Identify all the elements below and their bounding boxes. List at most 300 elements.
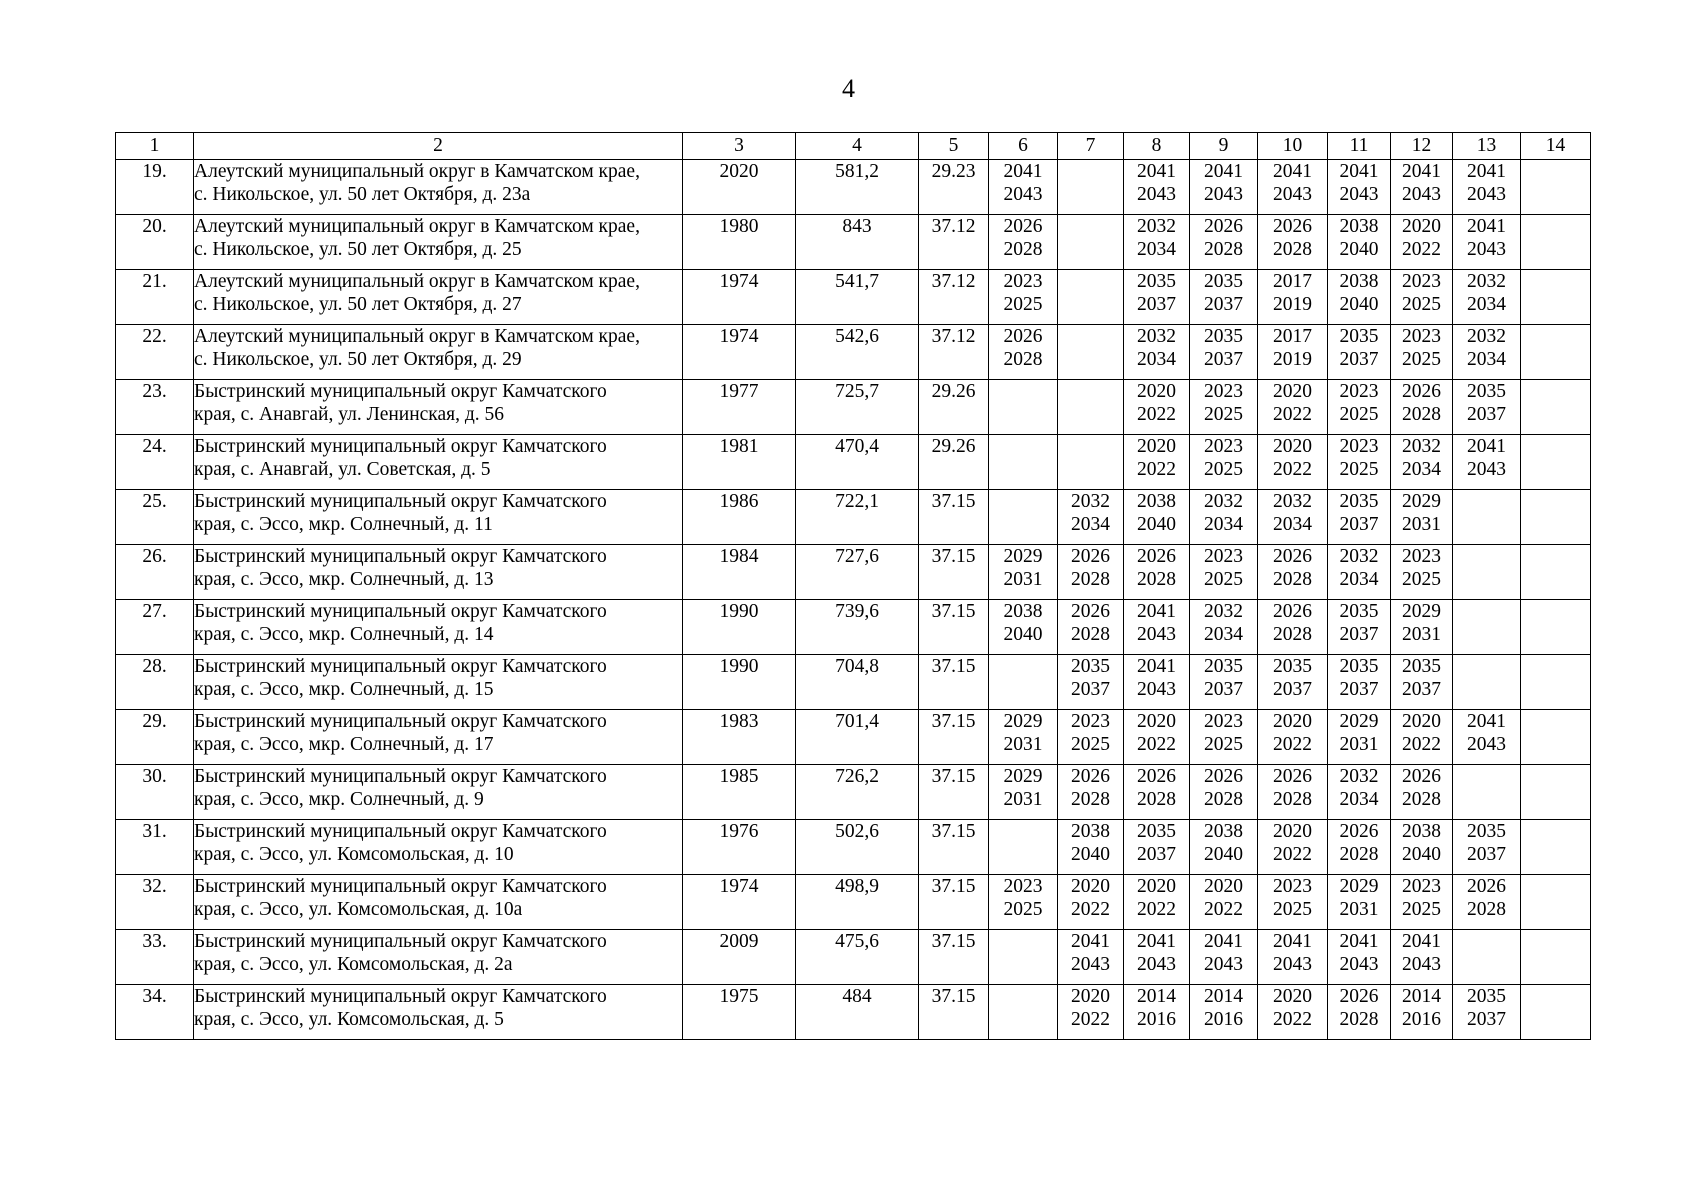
code-cell: 37.15 xyxy=(919,930,989,985)
period-end-year: 2043 xyxy=(1467,459,1506,480)
period-cell-col-7 xyxy=(1058,710,1124,765)
schedule-table xyxy=(115,132,1591,1040)
period-cell-col-13 xyxy=(1453,215,1521,270)
area-cell: 739,6 xyxy=(796,600,919,655)
address-line-1: Быстринский муниципальный округ Камчатского xyxy=(194,656,607,677)
code-cell: 37.15 xyxy=(919,600,989,655)
period-end-year: 2028 xyxy=(1003,349,1043,370)
period-start-year: 2035 xyxy=(1204,326,1243,347)
period-cell-col-11 xyxy=(1328,765,1391,820)
period-end-year: 2022 xyxy=(1402,734,1441,755)
period-end-year: 2022 xyxy=(1137,404,1176,425)
period-cell-col-9 xyxy=(1190,655,1258,710)
period-cell-col-7 xyxy=(1058,930,1124,985)
period-start-year: 2023 xyxy=(1204,381,1243,402)
address-line-2: края, с. Анавгай, ул. Советская, д. 5 xyxy=(194,459,491,480)
period-cell-col-7 xyxy=(1058,820,1124,875)
period-end-year: 2037 xyxy=(1204,349,1243,370)
period-start-year: 2041 xyxy=(1003,161,1043,182)
address-line-1: Алеутский муниципальный округ в Камчатском крае, xyxy=(194,271,640,292)
area-cell: 581,2 xyxy=(796,160,919,215)
period-end-year: 2028 xyxy=(1204,239,1243,260)
period-start-year: 2035 xyxy=(1467,986,1506,1007)
period-start-year: 2020 xyxy=(1273,711,1312,732)
period-start-year: 2032 xyxy=(1339,546,1379,567)
period-end-year: 2028 xyxy=(1402,404,1441,425)
period-start-year: 2026 xyxy=(1071,601,1110,622)
period-cell-col-6 xyxy=(989,545,1058,600)
period-start-year: 2020 xyxy=(1273,986,1312,1007)
column-header-6: 6 xyxy=(989,133,1058,160)
address-line-2: края, с. Эссо, ул. Комсомольская, д. 5 xyxy=(194,1009,504,1030)
period-cell-col-12 xyxy=(1391,435,1453,490)
period-cell-col-8 xyxy=(1124,545,1190,600)
address-cell xyxy=(194,215,683,270)
period-cell-col-6 xyxy=(989,380,1058,435)
period-end-year: 2031 xyxy=(1003,569,1043,590)
period-start-year: 2023 xyxy=(1402,271,1441,292)
period-cell-col-6 xyxy=(989,655,1058,710)
period-cell-col-11 xyxy=(1328,820,1391,875)
period-cell-col-7 xyxy=(1058,875,1124,930)
period-cell-col-7 xyxy=(1058,215,1124,270)
period-start-year: 2032 xyxy=(1204,601,1243,622)
period-cell-col-9 xyxy=(1190,490,1258,545)
period-cell-col-10 xyxy=(1258,930,1328,985)
address-line-2: края, с. Эссо, мкр. Солнечный, д. 14 xyxy=(194,624,494,645)
row-number: 26. xyxy=(116,545,194,600)
table-row xyxy=(116,930,1591,985)
period-cell-col-14 xyxy=(1521,655,1591,710)
period-start-year: 2026 xyxy=(1339,821,1379,842)
period-start-year: 2020 xyxy=(1273,821,1312,842)
period-start-year: 2026 xyxy=(1071,766,1110,787)
period-cell-col-8 xyxy=(1124,160,1190,215)
period-start-year: 2014 xyxy=(1402,986,1441,1007)
period-start-year: 2041 xyxy=(1339,161,1379,182)
period-end-year: 2022 xyxy=(1071,1009,1110,1030)
period-start-year: 2026 xyxy=(1137,766,1176,787)
period-end-year: 2031 xyxy=(1339,899,1379,920)
period-start-year: 2041 xyxy=(1137,931,1176,952)
period-end-year: 2037 xyxy=(1204,294,1243,315)
period-cell-col-10 xyxy=(1258,710,1328,765)
period-cell-col-9 xyxy=(1190,820,1258,875)
period-start-year: 2041 xyxy=(1402,161,1441,182)
address-cell xyxy=(194,380,683,435)
row-number: 32. xyxy=(116,875,194,930)
table-body xyxy=(116,133,1591,1040)
address-cell xyxy=(194,820,683,875)
period-end-year: 2025 xyxy=(1204,404,1243,425)
period-start-year: 2020 xyxy=(1071,876,1110,897)
period-start-year: 2032 xyxy=(1137,216,1176,237)
period-cell-col-13 xyxy=(1453,325,1521,380)
table-row xyxy=(116,820,1591,875)
period-start-year: 2035 xyxy=(1273,656,1312,677)
address-line-2: края, с. Эссо, мкр. Солнечный, д. 11 xyxy=(194,514,493,535)
period-cell-col-9 xyxy=(1190,710,1258,765)
period-cell-col-9 xyxy=(1190,160,1258,215)
period-end-year: 2028 xyxy=(1137,789,1176,810)
period-start-year: 2026 xyxy=(1071,546,1110,567)
period-cell-col-12 xyxy=(1391,875,1453,930)
table-row xyxy=(116,380,1591,435)
address-line-1: Быстринский муниципальный округ Камчатского xyxy=(194,931,607,952)
period-cell-col-8 xyxy=(1124,325,1190,380)
period-cell-col-12 xyxy=(1391,380,1453,435)
period-end-year: 2034 xyxy=(1137,349,1176,370)
build-year-cell: 1980 xyxy=(683,215,796,270)
period-cell-col-14 xyxy=(1521,600,1591,655)
period-start-year: 2023 xyxy=(1204,546,1243,567)
row-number: 19. xyxy=(116,160,194,215)
address-line-1: Быстринский муниципальный округ Камчатского xyxy=(194,711,607,732)
period-start-year: 2032 xyxy=(1467,271,1506,292)
period-end-year: 2028 xyxy=(1273,239,1312,260)
address-line-1: Быстринский муниципальный округ Камчатского xyxy=(194,766,607,787)
period-cell-col-14 xyxy=(1521,930,1591,985)
table-row xyxy=(116,710,1591,765)
period-end-year: 2037 xyxy=(1402,679,1441,700)
period-cell-col-8 xyxy=(1124,875,1190,930)
period-cell-col-12 xyxy=(1391,930,1453,985)
address-cell xyxy=(194,985,683,1040)
period-end-year: 2037 xyxy=(1339,624,1379,645)
period-start-year: 2023 xyxy=(1003,271,1043,292)
period-start-year: 2023 xyxy=(1402,876,1441,897)
period-end-year: 2034 xyxy=(1137,239,1176,260)
column-header-3: 3 xyxy=(683,133,796,160)
period-end-year: 2037 xyxy=(1467,404,1506,425)
period-cell-col-14 xyxy=(1521,710,1591,765)
period-start-year: 2023 xyxy=(1204,711,1243,732)
period-start-year: 2038 xyxy=(1204,821,1243,842)
period-end-year: 2031 xyxy=(1003,789,1043,810)
period-end-year: 2025 xyxy=(1204,734,1243,755)
period-end-year: 2028 xyxy=(1137,569,1176,590)
period-end-year: 2022 xyxy=(1137,734,1176,755)
address-line-2: с. Никольское, ул. 50 лет Октября, д. 23а xyxy=(194,184,531,205)
code-cell: 37.15 xyxy=(919,875,989,930)
period-end-year: 2034 xyxy=(1204,514,1243,535)
period-end-year: 2034 xyxy=(1339,789,1379,810)
period-start-year: 2038 xyxy=(1137,491,1176,512)
period-start-year: 2029 xyxy=(1003,711,1043,732)
period-cell-col-10 xyxy=(1258,985,1328,1040)
period-cell-col-9 xyxy=(1190,270,1258,325)
period-start-year: 2026 xyxy=(1003,326,1043,347)
period-cell-col-11 xyxy=(1328,875,1391,930)
period-cell-col-13 xyxy=(1453,490,1521,545)
period-end-year: 2043 xyxy=(1204,184,1243,205)
period-cell-col-8 xyxy=(1124,380,1190,435)
period-start-year: 2026 xyxy=(1204,216,1243,237)
code-cell: 29.23 xyxy=(919,160,989,215)
period-cell-col-13 xyxy=(1453,710,1521,765)
period-end-year: 2028 xyxy=(1071,569,1110,590)
period-cell-col-12 xyxy=(1391,215,1453,270)
address-cell xyxy=(194,765,683,820)
period-cell-col-6 xyxy=(989,600,1058,655)
period-cell-col-12 xyxy=(1391,765,1453,820)
address-cell xyxy=(194,325,683,380)
table-row xyxy=(116,655,1591,710)
period-cell-col-12 xyxy=(1391,710,1453,765)
period-end-year: 2043 xyxy=(1273,954,1312,975)
period-cell-col-10 xyxy=(1258,160,1328,215)
page-number: 4 xyxy=(842,74,855,103)
area-cell: 542,6 xyxy=(796,325,919,380)
period-cell-col-11 xyxy=(1328,435,1391,490)
period-cell-col-7 xyxy=(1058,435,1124,490)
period-end-year: 2025 xyxy=(1402,899,1441,920)
period-start-year: 2035 xyxy=(1339,491,1379,512)
period-start-year: 2041 xyxy=(1402,931,1441,952)
period-start-year: 2020 xyxy=(1204,876,1243,897)
address-cell xyxy=(194,435,683,490)
period-start-year: 2026 xyxy=(1402,381,1441,402)
period-cell-col-11 xyxy=(1328,490,1391,545)
period-cell-col-13 xyxy=(1453,930,1521,985)
build-year-cell: 1983 xyxy=(683,710,796,765)
period-cell-col-13 xyxy=(1453,875,1521,930)
period-start-year: 2041 xyxy=(1467,711,1506,732)
period-start-year: 2023 xyxy=(1204,436,1243,457)
period-cell-col-11 xyxy=(1328,930,1391,985)
period-start-year: 2026 xyxy=(1273,766,1312,787)
period-end-year: 2025 xyxy=(1273,899,1312,920)
period-end-year: 2028 xyxy=(1071,624,1110,645)
period-end-year: 2037 xyxy=(1273,679,1312,700)
period-start-year: 2020 xyxy=(1137,711,1176,732)
period-end-year: 2022 xyxy=(1273,844,1312,865)
area-cell: 725,7 xyxy=(796,380,919,435)
period-end-year: 2028 xyxy=(1204,789,1243,810)
area-cell: 470,4 xyxy=(796,435,919,490)
period-start-year: 2026 xyxy=(1137,546,1176,567)
row-number: 30. xyxy=(116,765,194,820)
table-row xyxy=(116,215,1591,270)
period-start-year: 2035 xyxy=(1137,271,1176,292)
period-cell-col-13 xyxy=(1453,270,1521,325)
build-year-cell: 2020 xyxy=(683,160,796,215)
build-year-cell: 1985 xyxy=(683,765,796,820)
period-end-year: 2022 xyxy=(1273,404,1312,425)
period-end-year: 2025 xyxy=(1402,349,1441,370)
period-cell-col-9 xyxy=(1190,435,1258,490)
period-start-year: 2017 xyxy=(1273,326,1312,347)
period-start-year: 2041 xyxy=(1137,161,1176,182)
period-end-year: 2028 xyxy=(1339,1009,1379,1030)
row-number: 24. xyxy=(116,435,194,490)
period-start-year: 2026 xyxy=(1467,876,1506,897)
address-line-2: края, с. Эссо, ул. Комсомольская, д. 10 xyxy=(194,844,514,865)
table-row xyxy=(116,270,1591,325)
row-number: 20. xyxy=(116,215,194,270)
period-end-year: 2043 xyxy=(1137,679,1176,700)
period-cell-col-14 xyxy=(1521,820,1591,875)
period-cell-col-8 xyxy=(1124,985,1190,1040)
column-header-1: 1 xyxy=(116,133,194,160)
period-end-year: 2037 xyxy=(1467,844,1506,865)
period-cell-col-7 xyxy=(1058,765,1124,820)
table-row xyxy=(116,985,1591,1040)
period-end-year: 2043 xyxy=(1339,954,1379,975)
period-start-year: 2035 xyxy=(1339,656,1379,677)
period-end-year: 2040 xyxy=(1071,844,1110,865)
period-cell-col-14 xyxy=(1521,215,1591,270)
period-cell-col-8 xyxy=(1124,490,1190,545)
address-line-1: Быстринский муниципальный округ Камчатского xyxy=(194,381,607,402)
code-cell: 37.15 xyxy=(919,985,989,1040)
period-end-year: 2040 xyxy=(1339,294,1379,315)
period-start-year: 2041 xyxy=(1273,161,1312,182)
period-start-year: 2035 xyxy=(1467,381,1506,402)
period-cell-col-10 xyxy=(1258,875,1328,930)
address-cell xyxy=(194,600,683,655)
column-header-4: 4 xyxy=(796,133,919,160)
period-end-year: 2043 xyxy=(1467,734,1506,755)
period-end-year: 2043 xyxy=(1137,624,1176,645)
period-cell-col-12 xyxy=(1391,490,1453,545)
period-cell-col-12 xyxy=(1391,160,1453,215)
period-start-year: 2032 xyxy=(1339,766,1379,787)
period-cell-col-13 xyxy=(1453,600,1521,655)
period-cell-col-14 xyxy=(1521,435,1591,490)
row-number: 22. xyxy=(116,325,194,380)
period-end-year: 2025 xyxy=(1003,899,1043,920)
period-cell-col-14 xyxy=(1521,765,1591,820)
period-start-year: 2041 xyxy=(1137,656,1176,677)
period-end-year: 2034 xyxy=(1273,514,1312,535)
build-year-cell: 1974 xyxy=(683,325,796,380)
address-line-1: Быстринский муниципальный округ Камчатского xyxy=(194,601,607,622)
period-end-year: 2037 xyxy=(1137,844,1176,865)
period-start-year: 2023 xyxy=(1339,381,1379,402)
period-end-year: 2043 xyxy=(1137,184,1176,205)
period-cell-col-10 xyxy=(1258,215,1328,270)
period-start-year: 2017 xyxy=(1273,271,1312,292)
table-row xyxy=(116,600,1591,655)
period-end-year: 2028 xyxy=(1071,789,1110,810)
period-cell-col-8 xyxy=(1124,270,1190,325)
period-cell-col-11 xyxy=(1328,270,1391,325)
period-cell-col-10 xyxy=(1258,270,1328,325)
address-line-1: Быстринский муниципальный округ Камчатского xyxy=(194,436,607,457)
period-cell-col-13 xyxy=(1453,160,1521,215)
period-start-year: 2026 xyxy=(1402,766,1441,787)
period-end-year: 2031 xyxy=(1402,624,1441,645)
period-end-year: 2025 xyxy=(1204,459,1243,480)
build-year-cell: 1986 xyxy=(683,490,796,545)
address-cell xyxy=(194,655,683,710)
period-cell-col-6 xyxy=(989,325,1058,380)
period-end-year: 2028 xyxy=(1467,899,1506,920)
period-start-year: 2020 xyxy=(1137,876,1176,897)
period-start-year: 2035 xyxy=(1071,656,1110,677)
period-start-year: 2035 xyxy=(1204,656,1243,677)
period-cell-col-10 xyxy=(1258,545,1328,600)
column-header-9: 9 xyxy=(1190,133,1258,160)
period-start-year: 2032 xyxy=(1402,436,1441,457)
period-end-year: 2031 xyxy=(1402,514,1441,535)
table-row xyxy=(116,545,1591,600)
header-row xyxy=(116,133,1591,160)
code-cell: 37.12 xyxy=(919,215,989,270)
column-header-5: 5 xyxy=(919,133,989,160)
address-line-1: Быстринский муниципальный округ Камчатского xyxy=(194,546,607,567)
code-cell: 37.15 xyxy=(919,655,989,710)
period-start-year: 2032 xyxy=(1204,491,1243,512)
period-start-year: 2032 xyxy=(1137,326,1176,347)
period-end-year: 2043 xyxy=(1467,184,1506,205)
code-cell: 29.26 xyxy=(919,380,989,435)
area-cell: 541,7 xyxy=(796,270,919,325)
period-cell-col-10 xyxy=(1258,490,1328,545)
period-end-year: 2019 xyxy=(1273,294,1312,315)
period-end-year: 2025 xyxy=(1003,294,1043,315)
period-cell-col-8 xyxy=(1124,930,1190,985)
address-cell xyxy=(194,270,683,325)
area-cell: 843 xyxy=(796,215,919,270)
code-cell: 37.15 xyxy=(919,490,989,545)
period-end-year: 2043 xyxy=(1071,954,1110,975)
period-start-year: 2026 xyxy=(1339,986,1379,1007)
period-start-year: 2023 xyxy=(1339,436,1379,457)
period-start-year: 2026 xyxy=(1273,216,1312,237)
period-end-year: 2040 xyxy=(1003,624,1043,645)
period-cell-col-14 xyxy=(1521,380,1591,435)
period-start-year: 2020 xyxy=(1402,711,1441,732)
period-start-year: 2029 xyxy=(1339,711,1379,732)
period-cell-col-7 xyxy=(1058,490,1124,545)
period-end-year: 2025 xyxy=(1339,459,1379,480)
code-cell: 37.15 xyxy=(919,545,989,600)
area-cell: 704,8 xyxy=(796,655,919,710)
period-start-year: 2035 xyxy=(1467,821,1506,842)
period-end-year: 2025 xyxy=(1204,569,1243,590)
period-cell-col-10 xyxy=(1258,820,1328,875)
period-start-year: 2038 xyxy=(1071,821,1110,842)
column-header-7: 7 xyxy=(1058,133,1124,160)
period-cell-col-8 xyxy=(1124,600,1190,655)
period-start-year: 2035 xyxy=(1402,656,1441,677)
code-cell: 29.26 xyxy=(919,435,989,490)
address-cell xyxy=(194,710,683,765)
column-header-14: 14 xyxy=(1521,133,1591,160)
period-start-year: 2041 xyxy=(1467,436,1506,457)
row-number: 25. xyxy=(116,490,194,545)
address-line-2: края, с. Эссо, мкр. Солнечный, д. 17 xyxy=(194,734,494,755)
period-start-year: 2023 xyxy=(1003,876,1043,897)
period-cell-col-7 xyxy=(1058,380,1124,435)
period-end-year: 2037 xyxy=(1467,1009,1506,1030)
address-cell xyxy=(194,875,683,930)
period-end-year: 2019 xyxy=(1273,349,1312,370)
period-end-year: 2034 xyxy=(1204,624,1243,645)
period-end-year: 2043 xyxy=(1402,184,1441,205)
period-end-year: 2043 xyxy=(1137,954,1176,975)
address-line-2: края, с. Эссо, ул. Комсомольская, д. 10а xyxy=(194,899,523,920)
row-number: 28. xyxy=(116,655,194,710)
period-end-year: 2022 xyxy=(1273,734,1312,755)
period-cell-col-14 xyxy=(1521,270,1591,325)
period-cell-col-13 xyxy=(1453,435,1521,490)
period-end-year: 2040 xyxy=(1402,844,1441,865)
period-start-year: 2020 xyxy=(1402,216,1441,237)
period-start-year: 2038 xyxy=(1339,216,1379,237)
